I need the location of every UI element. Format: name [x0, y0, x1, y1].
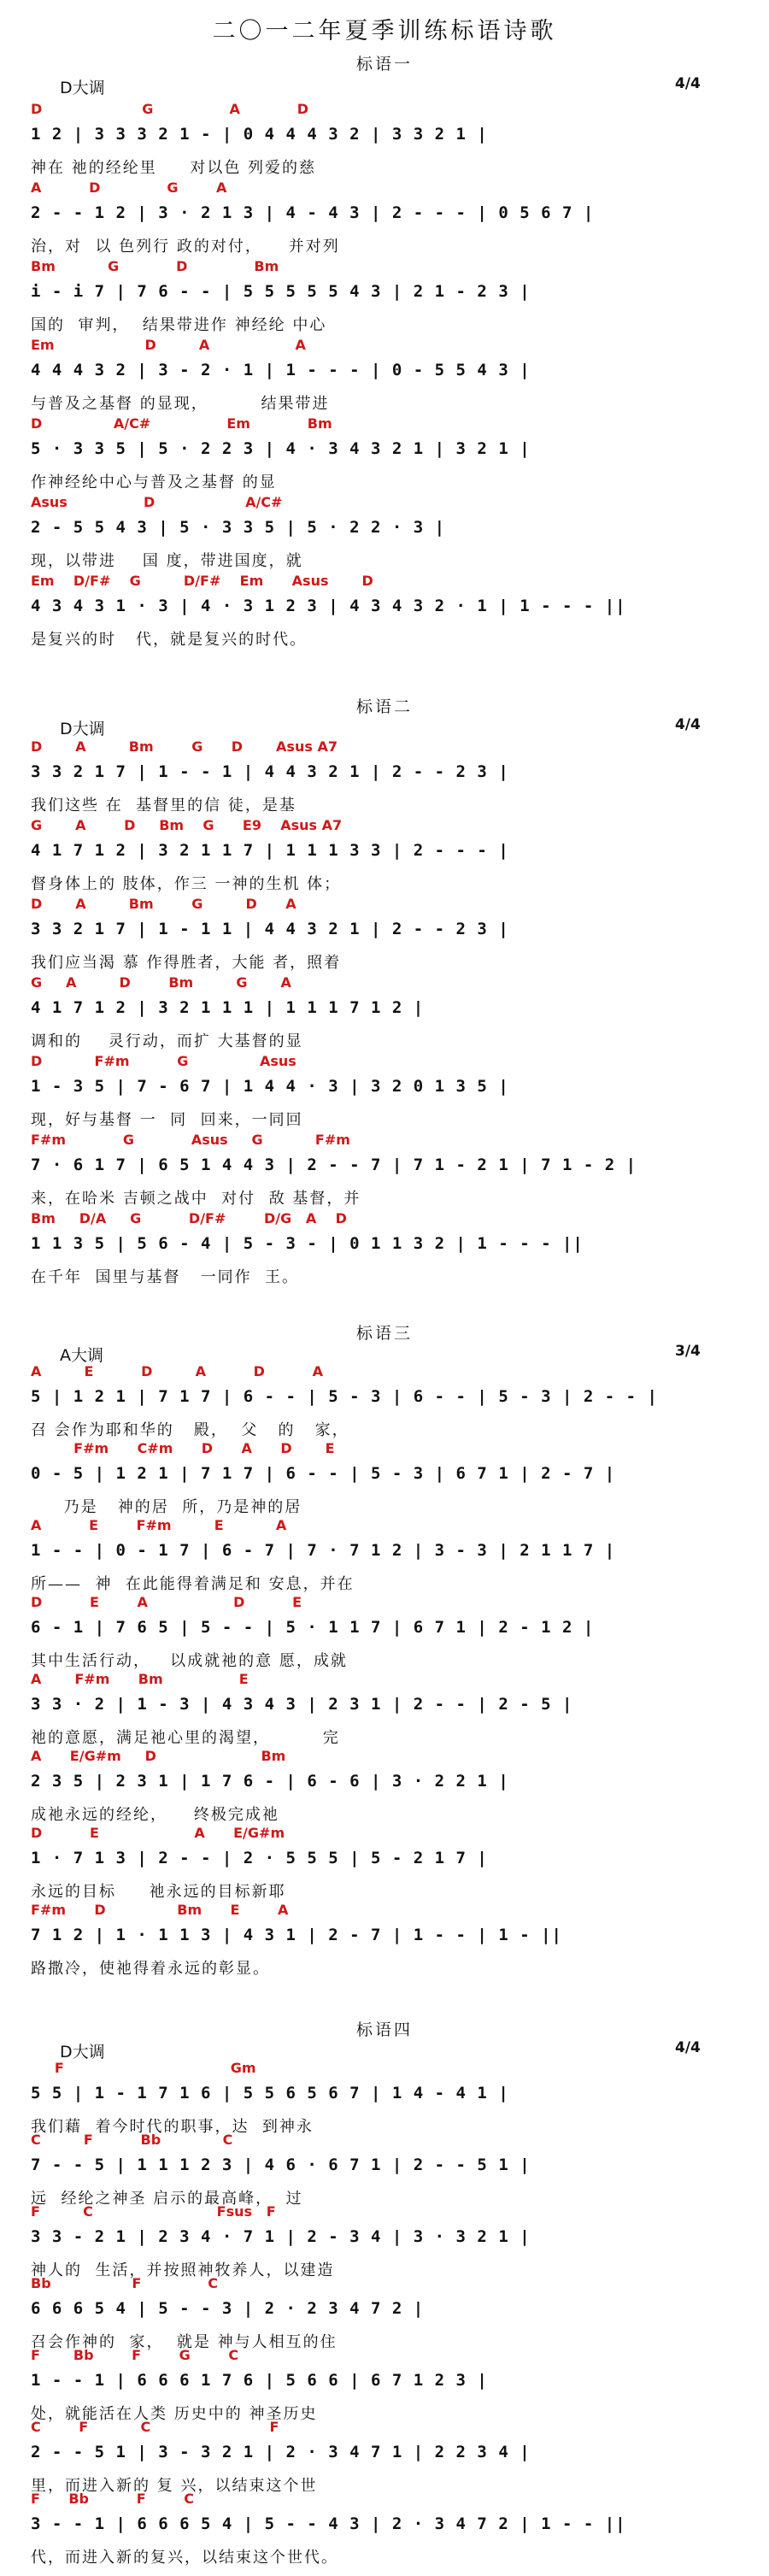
lyric-line: 神人的 生活，并按照神牧养人，以建造 [31, 2261, 335, 2279]
section-1 [0, 51, 769, 650]
notation-line: 5 · 3 3 5 | 5 · 2 2 3 | 4 · 3 4 3 2 1 | 3 2 1 | [31, 439, 531, 458]
lyric-line: 其中生活行动， 以成就祂的意 愿，成就 [31, 1652, 348, 1670]
chord-line: F Gm [31, 2060, 256, 2076]
key-signature: D大调 [60, 2043, 105, 2061]
music-system [0, 1517, 769, 1603]
chord-line: F#m G Asus G F#m [31, 1132, 350, 1148]
section-4 [0, 2017, 769, 2567]
lyric-line: 我们应当渴 慕 作得胜者，大能 者，照着 [31, 954, 342, 972]
music-system [0, 258, 769, 344]
lyric-line: 召会作神的 家， 就是 神与人相互的住 [31, 2333, 338, 2351]
music-system [0, 101, 769, 186]
music-system [0, 179, 769, 265]
music-system [0, 2491, 769, 2576]
time-signature: 4/4 [675, 2039, 701, 2056]
section-heading: 标语一 [355, 55, 413, 74]
lyric-line: 祂的意愿，满足祂心里的渴望， 完 [31, 1729, 340, 1747]
music-system [0, 1902, 769, 1987]
notation-line: 2 3 5 | 2 3 1 | 1 7 6 - | 6 - 6 | 3 · 2 2 1 | [31, 1772, 509, 1791]
lyric-line: 来，在哈米 吉顿之战中 对付 敌 基督，并 [31, 1190, 361, 1208]
chord-line: Em D/F# G D/F# Em Asus D [31, 573, 373, 589]
music-system [0, 415, 769, 501]
music-system [0, 974, 769, 1060]
time-signature: 4/4 [675, 75, 701, 92]
notation-line: 2 - 5 5 4 3 | 5 · 3 3 5 | 5 · 2 2 · 3 | [31, 518, 446, 537]
section-2 [0, 694, 769, 1292]
chord-line: A F#m Bm E [31, 1671, 249, 1687]
chord-line: D A Bm G D Asus A7 [31, 738, 338, 755]
chord-line: F C Fsus F [31, 2203, 276, 2220]
lyric-line: 我们这些 在 基督里的信 徒，是基 [31, 797, 296, 815]
lyric-line: 与普及之基督 的显现， 结果带进 [31, 395, 330, 413]
chord-line: F Bb F G C [31, 2347, 239, 2363]
chord-line: A E/G#m D Bm [31, 1748, 286, 1764]
lyric-line: 国的 审判， 结果带进作 神经纶 中心 [31, 316, 327, 334]
section-heading: 标语二 [355, 697, 413, 716]
chord-line: G A D Bm G A [31, 974, 291, 991]
section-3 [0, 1320, 769, 1978]
notation-line: 1 - - | 0 - 1 7 | 6 - 7 | 7 · 7 1 2 | 3 - 3 | 2 1 1 7 | [31, 1541, 616, 1560]
lyric-line: 代，而进入新的复兴，以结束这个世代。 [31, 2549, 338, 2567]
chord-line: F#m D Bm E A [31, 1902, 289, 1918]
section-heading: 标语三 [355, 1324, 413, 1343]
notation-line: 7 1 2 | 1 · 1 1 3 | 4 3 1 | 2 - 7 | 1 - - | 1 - || [31, 1926, 562, 1944]
notation-line: 3 3 2 1 7 | 1 - 1 1 | 4 4 3 2 1 | 2 - - 2 3 | [31, 920, 509, 938]
lyric-line: 所—— 神 在此能得着满足和 安息，并在 [31, 1575, 355, 1593]
chord-line: Asus D A/C# [31, 494, 283, 510]
chord-line: A D G A [31, 179, 227, 196]
chord-line: Bm D/A G D/F# D/G A D [31, 1210, 347, 1226]
chord-line: G A D Bm G E9 Asus A7 [31, 817, 343, 833]
music-system [0, 1363, 769, 1449]
chord-line: Em D A A [31, 337, 306, 353]
notation-line: 4 1 7 1 2 | 3 2 1 1 7 | 1 1 1 3 3 | 2 - - - | [31, 841, 509, 860]
notation-line: 3 3 2 1 7 | 1 - - 1 | 4 4 3 2 1 | 2 - - 2 3 | [31, 762, 509, 781]
notation-line: 4 4 4 3 2 | 3 - 2 · 1 | 1 - - - | 0 - 5 5 4 3 | [31, 361, 531, 379]
lyric-line: 现，以带进 国 度，带进国度，就 [31, 552, 303, 570]
lyric-line: 处，就能活在人类 历史中的 神圣历史 [31, 2405, 318, 2423]
music-system [0, 494, 769, 579]
chord-line: F#m C#m D A D E [31, 1440, 335, 1456]
key-signature: D大调 [60, 79, 105, 97]
music-system [0, 738, 769, 824]
lyric-line: 里，而进入新的 复 兴，以结束这个世 [31, 2477, 318, 2495]
music-system [0, 1594, 769, 1679]
notation-line: 5 | 1 2 1 | 7 1 7 | 6 - - | 5 - 3 | 6 - - | 5 - 3 | 2 - - | [31, 1387, 658, 1406]
lyric-line: 召 会作为耶和华的 殿， 父 的 家， [31, 1421, 349, 1439]
music-system [0, 1671, 769, 1756]
chord-line: D A/C# Em Bm [31, 415, 332, 432]
lyric-line: 调和的 灵行动，而扩 大基督的显 [31, 1032, 303, 1050]
music-system [0, 1825, 769, 1910]
key-signature: D大调 [60, 720, 105, 738]
chord-line: C F C F [31, 2419, 279, 2435]
lyric-line: 我们藉 着今时代的职事，达 到神永 [31, 2118, 314, 2136]
chord-line: A E D A D A [31, 1363, 324, 1379]
notation-line: 2 - - 1 2 | 3 · 2 1 3 | 4 - 4 3 | 2 - - - | 0 5 6 7 | [31, 203, 595, 222]
lyric-line: 远 经纶之神圣 启示的最高峰， 过 [31, 2190, 303, 2208]
lyric-line: 作神经纶中心与普及之基督 的显 [31, 473, 277, 491]
notation-line: i - i 7 | 7 6 - - | 5 5 5 5 5 4 3 | 2 1 - 2 3 | [31, 282, 531, 301]
chord-line: C F Bb C [31, 2132, 233, 2148]
lyric-line: 神在 祂的经纶里 对以色 列爱的慈 [31, 159, 317, 177]
music-system [0, 896, 769, 981]
notation-line: 6 6 6 5 4 | 5 - - 3 | 2 · 2 3 4 7 2 | [31, 2299, 425, 2318]
music-system [0, 337, 769, 422]
notation-line: 3 - - 1 | 6 6 6 5 4 | 5 - - 4 3 | 2 · 3 4 7 2 | 1 - - || [31, 2514, 626, 2533]
music-system [0, 1132, 769, 1217]
notation-line: 1 - - 1 | 6 6 6 1 7 6 | 5 6 6 | 6 7 1 2 3 | [31, 2371, 488, 2390]
notation-line: 4 1 7 1 2 | 3 2 1 1 1 | 1 1 1 7 1 2 | [31, 998, 425, 1017]
chord-line: Bm G D Bm [31, 258, 279, 274]
lyric-line: 在千年 国里与基督 一同作 王。 [31, 1268, 300, 1286]
lyric-line: 是复兴的时 代，就是复兴的时代。 [31, 631, 308, 649]
notation-line: 1 · 7 1 3 | 2 - - | 2 · 5 5 5 | 5 - 2 1 7 | [31, 1849, 488, 1867]
music-system [0, 1053, 769, 1138]
lyric-line: 治，对 以 色列行 政的对付， 并对列 [31, 238, 340, 256]
chord-line: A E F#m E A [31, 1517, 287, 1533]
chord-line: D A Bm G D A [31, 896, 296, 912]
chord-line: D E A D E [31, 1594, 302, 1610]
chord-line: D E A E/G#m [31, 1825, 285, 1841]
notation-line: 1 - 3 5 | 7 - 6 7 | 1 4 4 · 3 | 3 2 0 1 3 5 | [31, 1077, 509, 1096]
section-heading: 标语四 [355, 2020, 413, 2039]
notation-line: 0 - 5 | 1 2 1 | 7 1 7 | 6 - - | 5 - 3 | 6 7 1 | 2 - 7 | [31, 1464, 616, 1483]
notation-line: 2 - - 5 1 | 3 - 3 2 1 | 2 · 3 4 7 1 | 2 2 3 4 | [31, 2443, 531, 2461]
notation-line: 3 3 · 2 | 1 - 3 | 4 3 4 3 | 2 3 1 | 2 - - | 2 - 5 | [31, 1695, 573, 1714]
notation-line: 1 1 3 5 | 5 6 - 4 | 5 - 3 - | 0 1 1 3 2 | 1 - - - || [31, 1234, 584, 1253]
page-title: 二〇一二年夏季训练标语诗歌 [212, 18, 557, 44]
chord-line: F Bb F C [31, 2491, 194, 2507]
lyric-line: 永远的目标 祂永远的目标新耶 [31, 1883, 286, 1901]
music-system [0, 1440, 769, 1526]
music-system [0, 1748, 769, 1833]
music-system [0, 817, 769, 903]
lyric-line: 乃是 神的居 所，乃是神的居 [31, 1498, 302, 1516]
notation-line: 7 - - 5 | 1 1 1 2 3 | 4 6 · 6 7 1 | 2 - - 5 1 | [31, 2155, 531, 2174]
chord-line: D G A D [31, 101, 309, 117]
notation-line: 7 · 6 1 7 | 6 5 1 4 4 3 | 2 - - 7 | 7 1 - 2 1 | 7 1 - 2 | [31, 1156, 637, 1174]
music-system [0, 1210, 769, 1296]
notation-line: 3 3 - 2 1 | 2 3 4 · 7 1 | 2 - 3 4 | 3 · 3 2 1 | [31, 2227, 531, 2246]
time-signature: 3/4 [675, 1343, 701, 1360]
chord-line: D F#m G Asus [31, 1053, 296, 1069]
chord-line: Bb F C [31, 2275, 218, 2291]
lyric-line: 督身体上的 肢体，作三 一神的生机 体； [31, 875, 342, 893]
music-system [0, 573, 769, 658]
lyric-line: 路撒冷，使祂得着永远的彰显。 [31, 1960, 270, 1978]
key-signature: A大调 [60, 1346, 103, 1365]
notation-line: 1 2 | 3 3 3 2 1 - | 0 4 4 4 3 2 | 3 3 2 1 | [31, 125, 488, 144]
lyric-line: 现，好与基督 一 同 回来，一同回 [31, 1111, 303, 1129]
notation-line: 4 3 4 3 1 · 3 | 4 · 3 1 2 3 | 4 3 4 3 2 · 1 | 1 - - - || [31, 597, 626, 615]
notation-line: 5 5 | 1 - 1 7 1 6 | 5 5 6 5 6 7 | 1 4 - 4 1 | [31, 2084, 509, 2103]
lyric-line: 成祂永远的经纶， 终极完成祂 [31, 1806, 279, 1824]
notation-line: 6 - 1 | 7 6 5 | 5 - - | 5 · 1 1 7 | 6 7 1 | 2 - 1 2 | [31, 1618, 595, 1637]
time-signature: 4/4 [675, 716, 701, 733]
